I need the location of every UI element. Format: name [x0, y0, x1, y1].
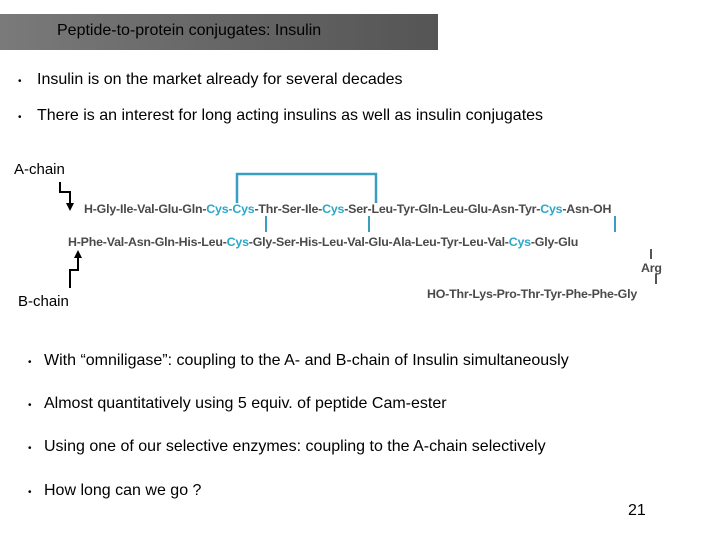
top-bullet-2: There is an interest for long acting insulins as well as insulin conjugates [37, 107, 544, 124]
b-chain-arg: Arg [641, 261, 662, 275]
seq-segment: H-Phe-Val-Asn-Gln-His-Leu- [68, 235, 227, 249]
top-bullet-1: Insulin is on the market already for several decades [37, 71, 403, 88]
b-chain-sequence [68, 235, 578, 249]
seq-segment: H-Gly-Ile-Val-Glu-Gln- [84, 202, 207, 216]
a-chain-label: A-chain [14, 161, 65, 178]
bottom-bullet-1: With “omniligase”: coupling to the A- and B-chain of Insulin simultaneously [44, 352, 569, 369]
cys-residue: Cys [540, 202, 563, 216]
bullet-icon: • [28, 357, 32, 368]
bottom-bullet-3: Using one of our selective enzymes: coupling to the A-chain selectively [44, 438, 546, 455]
seq-segment: -Thr-Ser-Ile- [254, 202, 323, 216]
seq-segment: -Gly-Glu [530, 235, 579, 249]
seq-segment: -Ser-Leu-Tyr-Gln-Leu-Glu-Asn-Tyr- [344, 202, 541, 216]
b-chain-tail: HO-Thr-Lys-Pro-Thr-Tyr-Phe-Phe-Gly [427, 287, 638, 301]
page-number: 21 [628, 502, 646, 519]
cys-residue: Cys-Cys [206, 202, 255, 216]
bullet-icon: • [28, 400, 32, 411]
bottom-bullet-4: How long can we go ? [44, 482, 202, 499]
slide-title: Peptide-to-protein conjugates: Insulin [57, 22, 322, 39]
cys-residue: Cys [226, 235, 249, 249]
cys-residue: Cys [508, 235, 531, 249]
seq-segment: -Gly-Ser-His-Leu-Val-Glu-Ala-Leu-Tyr-Leu-Val- [248, 235, 509, 249]
bullet-icon: • [28, 443, 32, 454]
b-chain-label: B-chain [18, 293, 69, 310]
seq-segment: -Asn-OH [562, 202, 612, 216]
bottom-bullet-2: Almost quantitatively using 5 equiv. of peptide Cam-ester [44, 395, 447, 412]
cys-residue: Cys [322, 202, 345, 216]
bullet-icon: • [18, 112, 22, 123]
bullet-icon: • [18, 76, 22, 87]
bullet-icon: • [28, 487, 32, 498]
a-chain-sequence [84, 202, 611, 216]
